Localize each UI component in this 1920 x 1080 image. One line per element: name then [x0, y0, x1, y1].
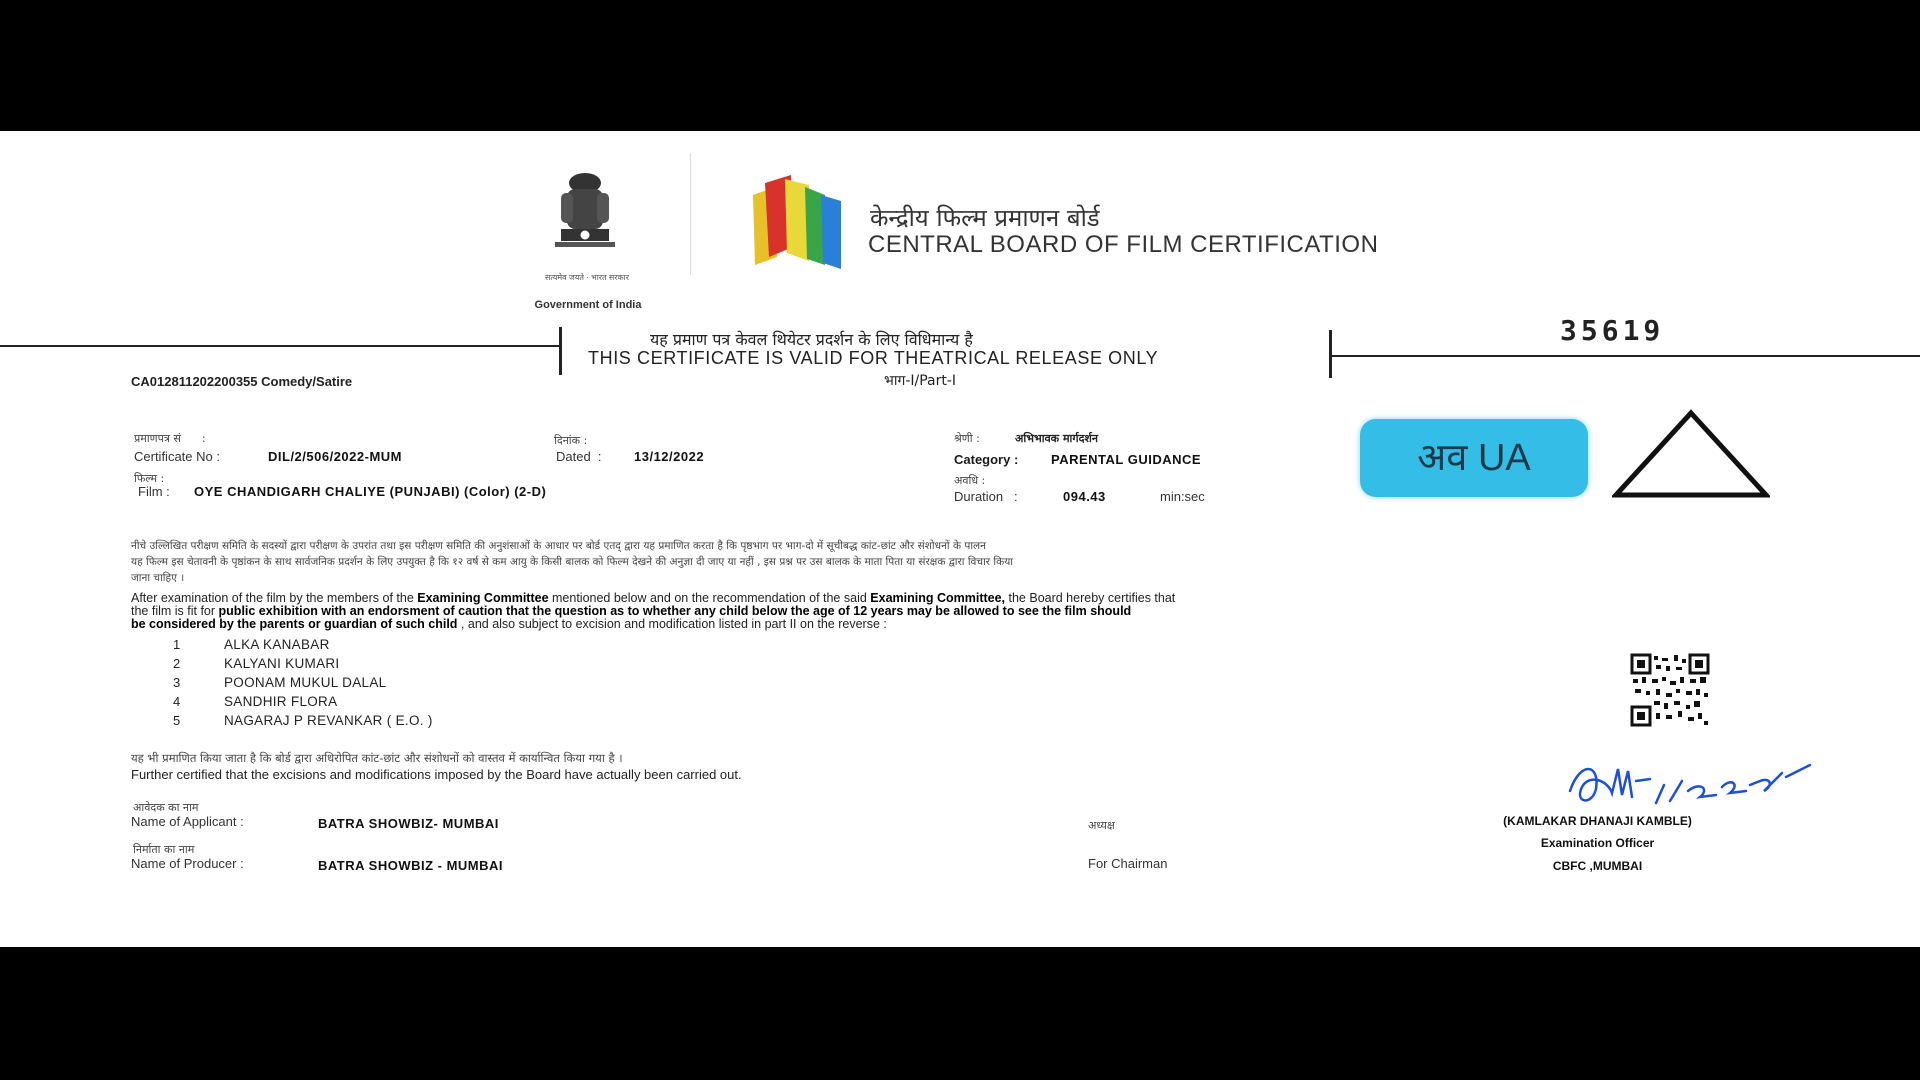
officer-name: (KAMLAKAR DHANAJI KAMBLE)	[1503, 814, 1692, 828]
category-hindi-value: अभिभावक मार्गदर्शन	[1015, 432, 1099, 445]
duration-label: Duration :	[954, 489, 1018, 504]
member-number: 1	[173, 637, 181, 652]
body-english-line-2: the film is fit for public exhibition with an endorsment of caution that the question as to whether any child below the age of 12 years may be allowed to see the film should	[131, 604, 1132, 618]
cbfc-logo-icon	[745, 165, 855, 275]
body-hindi-line-1: नीचे उल्लिखित परीक्षण समिति के सदस्यों द्वारा परीक्षण के उपरांत तथा इस परीक्षण समिति की अनुशंसाओं के आधार पर बोर्ड एतद् द्वारा यह प्रमाणित करता है कि पृष्ठभाग पर भाग-दो में सूचीबद्ध कांट-छांट और संशोधनों के पालन	[131, 540, 987, 552]
category-label: Category :	[954, 452, 1019, 467]
ua-rating-badge: अव UA	[1360, 419, 1588, 497]
applicant-hindi: आवेदक का नाम	[133, 801, 199, 814]
member-name: ALKA KANABAR	[224, 637, 330, 652]
dated-value: 13/12/2022	[634, 449, 705, 464]
member-name: SANDHIR FLORA	[224, 694, 338, 709]
member-number: 3	[173, 675, 181, 690]
member-name: KALYANI KUMARI	[224, 656, 340, 671]
chairman-label: For Chairman	[1088, 856, 1168, 871]
duration-hindi: अवधि :	[954, 474, 986, 487]
producer-value: BATRA SHOWBIZ - MUMBAI	[318, 858, 504, 873]
officer-title: Examination Officer	[1540, 836, 1655, 850]
chairman-hindi: अध्यक्ष	[1088, 819, 1115, 832]
body-english-line-1: After examination of the film by the members of the Examining Committee mentioned below and on the recommendation of the said Examining Committee, the Board hereby certifies that	[131, 591, 1176, 605]
category-value: PARENTAL GUIDANCE	[1051, 452, 1202, 467]
cert-no-hindi: प्रमाणपत्र सं :	[134, 432, 206, 445]
certificate-document	[0, 131, 1920, 947]
further-hindi: यह भी प्रमाणित किया जाता है कि बोर्ड द्वारा अधिरोपित कांट-छांट और संशोधनों को वास्तव में कार्यान्वित किया गया है ।	[131, 751, 623, 765]
member-name: POONAM MUKUL DALAL	[224, 675, 387, 690]
banner-rule-left	[0, 345, 560, 347]
qr-code-icon	[1630, 653, 1710, 727]
signature-date	[1560, 761, 1565, 762]
dated-label: Dated :	[556, 449, 602, 464]
dated-hindi: दिनांक :	[554, 434, 588, 447]
member-name: NAGARAJ P REVANKAR ( E.O. )	[224, 713, 433, 728]
ashoka-emblem-icon	[545, 169, 625, 269]
validity-hindi: यह प्रमाण पत्र केवल थियेटर प्रदर्शन के लिए विधिमान्य है	[650, 330, 973, 349]
cert-no-value: DIL/2/506/2022-MUM	[268, 449, 402, 464]
body-english-line-3: be considered by the parents or guardian of such child , and also subject to excision and modification listed in part II on the reverse :	[131, 617, 887, 631]
header-divider	[690, 153, 691, 275]
cbfc-logo	[745, 165, 855, 275]
applicant-label: Name of Applicant :	[131, 814, 244, 829]
producer-hindi: निर्माता का नाम	[133, 843, 195, 856]
handwritten-signature	[1560, 751, 1820, 821]
board-name-english: CENTRAL BOARD OF FILM CERTIFICATION	[868, 231, 1379, 258]
triangle-symbol-icon	[1612, 409, 1770, 499]
film-title: OYE CHANDIGARH CHALIYE (PUNJABI) (Color) (2-D)	[194, 484, 547, 499]
applicant-value: BATRA SHOWBIZ- MUMBAI	[318, 816, 499, 831]
board-name-hindi: केन्द्रीय फिल्म प्रमाणन बोर्ड	[870, 204, 1100, 232]
government-label: Government of India	[534, 299, 642, 311]
banner-bracket-right	[1329, 330, 1332, 378]
reference-code: CA012811202200355 Comedy/Satire	[131, 374, 353, 389]
cert-no-label: Certificate No :	[134, 449, 220, 464]
body-hindi-line-3: जाना चाहिए ।	[131, 572, 185, 584]
further-english: Further certified that the excisions and modifications imposed by the Board have actually been carried out.	[131, 767, 742, 782]
member-number: 5	[173, 713, 181, 728]
duration-value: 094.43	[1063, 489, 1106, 504]
validity-english: THIS CERTIFICATE IS VALID FOR THEATRICAL RELEASE ONLY	[588, 348, 1159, 368]
duration-unit: min:sec	[1160, 489, 1205, 504]
serial-number: 35619	[1560, 314, 1665, 347]
body-hindi-line-2: यह फिल्म इस चेतावनी के पृष्ठांकन के साथ सार्वजनिक प्रदर्शन के लिए उपयुक्त है कि १२ वर्ष से कम आयु के किसी बालक को फिल्म देखने की अनुज्ञा दी जाए या नहीं , इस प्रश्न पर उस बालक के माता पिता या संरक्षक द्वारा विचार किया	[131, 556, 1014, 568]
producer-label: Name of Producer :	[131, 856, 244, 871]
part-label: भाग-I/Part-I	[884, 373, 957, 389]
category-hindi-label: श्रेणी :	[954, 432, 980, 445]
member-number: 2	[173, 656, 181, 671]
officer-office: CBFC ,MUMBAI	[1552, 859, 1643, 873]
emblem-caption: सत्यमेव जयते · भारत सरकार	[545, 273, 629, 282]
banner-bracket-left	[559, 327, 562, 375]
film-label: Film :	[138, 484, 170, 499]
banner-rule-right	[1330, 355, 1920, 357]
national-emblem	[534, 169, 642, 311]
film-hindi: फिल्म :	[134, 472, 165, 485]
member-number: 4	[173, 694, 181, 709]
